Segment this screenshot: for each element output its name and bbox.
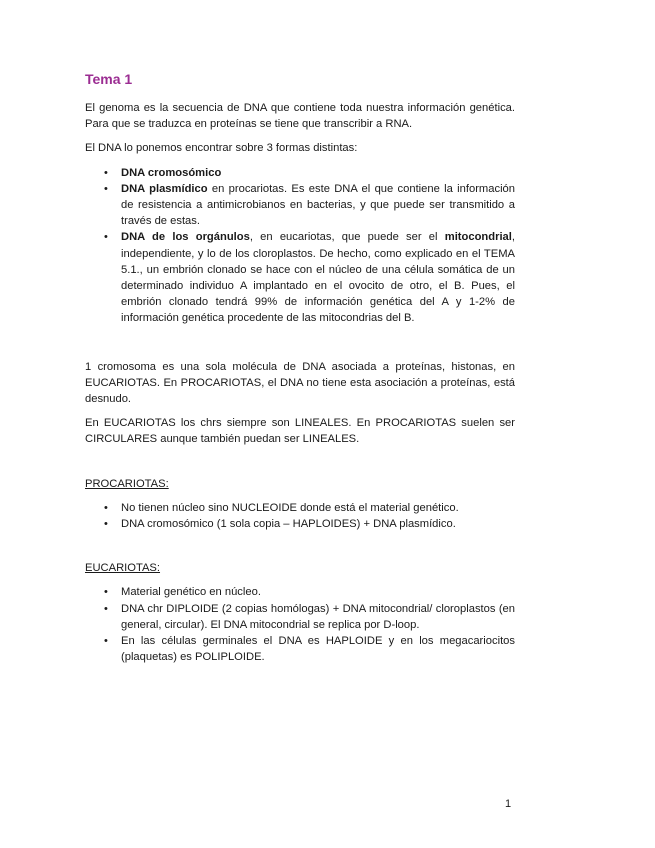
spacer [85, 335, 515, 359]
bullet-icon: • [104, 231, 108, 244]
list-item-term-mitocondrial: mitocondrial [444, 231, 512, 244]
list-item [104, 181, 515, 230]
list-item-term: DNA cromosómico [121, 166, 222, 179]
bullet-icon: • [104, 518, 108, 531]
list-item [104, 165, 515, 181]
section-heading-eucariotas: EUCARIOTAS: [85, 562, 161, 575]
list-item-text: en procariotas. Es este DNA el que contiene la información de resistencia a antimicrobianos en bacterias, y que puede ser transmitido a través de estas. [121, 182, 515, 228]
document-page [85, 70, 515, 673]
list-item-text: En las células germinales el DNA es HAPLOIDE y en los megacariocitos (plaquetas) es POLIPLOIDE. [121, 635, 515, 664]
eucariotas-list [85, 584, 515, 665]
bullet-icon: • [104, 602, 108, 615]
list-item-term: DNA plasmídico [121, 182, 208, 195]
bullet-icon: • [104, 635, 108, 648]
list-item-text: Material genético en núcleo. [121, 586, 261, 599]
list-item [104, 633, 515, 665]
list-item [104, 500, 515, 516]
section-heading-procariotas: PROCARIOTAS: [85, 477, 169, 490]
bullet-icon: • [104, 501, 108, 514]
list-item-text: DNA cromosómico (1 sola copia – HAPLOIDES) + DNA plasmídico. [121, 518, 456, 531]
list-item [104, 516, 515, 532]
spacer [85, 456, 515, 476]
spacer [85, 540, 515, 560]
procariotas-list [85, 500, 515, 532]
list-item-text: , independiente, y lo de los cloroplastos. De hecho, como explicado en el TEMA 5.1., un embrión clonado se hace con el núcleo de una célula somática de un determinado individuo A implantado en el ovocito de otro, el B. Pues, el embrión clonado tendrá 99% de información genética del A y 1-2% de información genética procedente de las mitocondrias del B. [121, 231, 515, 325]
paragraph-dna-forms: El DNA lo ponemos encontrar sobre 3 formas distintas: [85, 142, 358, 155]
paragraph-chromosome: 1 cromosoma es una sola molécula de DNA asociada a proteínas, histonas, en EUCARIOTAS. En PROCARIOTAS, el DNA no tiene esta asociación a proteínas, está desnudo. [85, 360, 515, 406]
list-item-term: DNA de los orgánulos [121, 231, 250, 244]
list-item [104, 229, 515, 326]
bullet-icon: • [104, 182, 108, 195]
list-item [104, 601, 515, 633]
list-item-text: No tienen núcleo sino NUCLEOIDE donde está el material genético. [121, 501, 459, 514]
list-item-text: DNA chr DIPLOIDE (2 copias homólogas) + DNA mitocondrial/ cloroplastos (en general, circular). El DNA mitocondrial se replica por D-loop. [121, 602, 515, 631]
page-title: Tema 1 [85, 71, 133, 87]
bullet-icon: • [104, 586, 108, 599]
page-number: 1 [505, 798, 512, 810]
paragraph-linear-circular: En EUCARIOTAS los chrs siempre son LINEALES. En PROCARIOTAS suelen ser CIRCULARES aunque también puedan ser LINEALES. [85, 417, 515, 446]
list-item [104, 584, 515, 600]
bullet-icon: • [104, 166, 108, 179]
list-item-text: , en eucariotas, que puede ser el [249, 231, 445, 244]
paragraph-genome: El genoma es la secuencia de DNA que contiene toda nuestra información genética. Para que se traduzca en proteínas se tiene que transcribir a RNA. [85, 102, 515, 131]
dna-forms-list [85, 165, 515, 327]
